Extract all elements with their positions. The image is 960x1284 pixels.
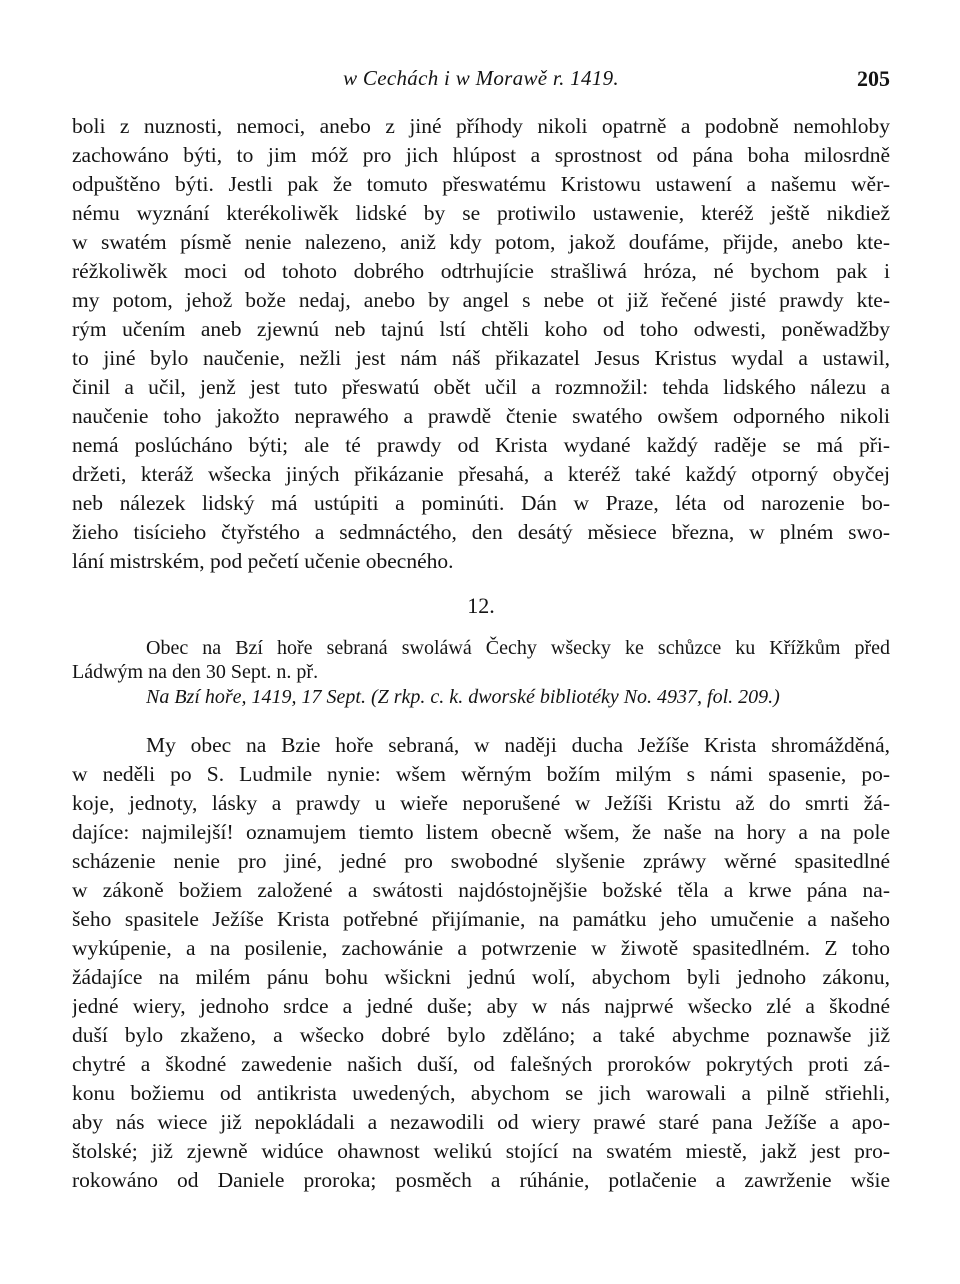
text-line: zachowáno býti, to jim móž pro jich hlúpost a sprostnost od pána boha milosrdně	[72, 143, 890, 167]
running-head	[72, 66, 890, 94]
running-title: w Cechách i w Morawě r. 1419.	[343, 66, 619, 90]
heading-line: Ládwým na den 30 Sept. n. př.	[72, 661, 319, 683]
text-line: činil a učil, jenž jest tuto přeswatú obět učil a rozmnožil: tehda lidského nálezu a	[72, 375, 890, 399]
text-line: réžkoliwěk moci od tohoto dobrého odtrhujície strašliwá hróza, né bychom pak i	[72, 259, 890, 283]
text-line: naučenie toho jakožto neprawého a prawdě čtenie swatého owšem odporného nikoli	[72, 404, 890, 428]
text-line: žieho tisícieho čtyřstého a sedmnáctého, den desátý měsiece března, w plném swo-	[72, 520, 890, 544]
text-line: boli z nuznosti, nemoci, anebo z jiné příhody nikoli opatrně a podobně nemohloby	[72, 114, 890, 138]
text-line: duší bylo zkaženo, a wšecko dobré bylo zděláno; a také abychme poznawše již	[72, 1023, 890, 1047]
text-line: scházenie nenie pro jiné, jedné pro swobodné slyšenie zpráwy wěrné spasitedlné	[72, 849, 890, 873]
text-line: štolské; již zjewně widúce ohawnost welikú stojící na swatém miestě, jakž jest pro-	[72, 1139, 890, 1163]
text-line: to jiné bylo naučenie, nežli jest nám náš přikazatel Jesus Kristus wydal a ustawil,	[72, 346, 890, 370]
source-citation: Na Bzí hoře, 1419, 17 Sept. (Z rkp. c. k. dworské bibliotéky No. 4937, fol. 209.)	[146, 686, 780, 708]
text-line: držeti, kteráž wšecka jiných přikázanie přesahá, a kteréž také každý otporný obyčej	[72, 462, 890, 486]
text-line: odpuštěno býti. Jestli pak že tomuto přeswatému Kristowu ustawení a našemu wěr-	[72, 172, 890, 196]
text-line: w swatém písmě nenie nalezeno, aniž kdy potom, jakož doufáme, přijde, anebo kte-	[72, 230, 890, 254]
text-line: wykúpenie, a na posilenie, zachowánie a potwrzenie w žiwotě spasitedlném. Z toho	[72, 936, 890, 960]
text-line: neb nálezek lidský má ustúpiti a pominúti. Dán w Praze, léta od narozenie bo-	[72, 491, 890, 515]
text-line: nemá poslúcháno býti; ale té prawdy od Krista wydané každý raděje se má při-	[72, 433, 890, 457]
section-number: 12.	[467, 593, 495, 618]
text-line: rokowáno od Daniele proroka; posměch a rúhánie, potlačenie a zawrženie wšie	[72, 1168, 890, 1192]
text-line: lání mistrském, pod pečetí učenie obecného.	[72, 549, 454, 573]
text-line: w neděli po S. Ludmile nynie: wšem wěrným božím milým s námi spasenie, po-	[72, 762, 890, 786]
text-line: w zákoně božiem založené a swátosti najdóstojnějšie božské těla a krwe pána na-	[72, 878, 890, 902]
page-number: 205	[857, 66, 890, 91]
text-line: aby nás wiece již nepokládali a nezawodili od wiery prawé staré pana Ježíše a apo-	[72, 1110, 890, 1134]
text-line: šeho spasitele Ježíše Krista potřebné přijímanie, na památku jeho umučenie a našeho	[72, 907, 890, 931]
text-line: koje, jednoty, lásky a prawdy u wieře neporušené w Ježíši Kristu až do smrti žá-	[72, 791, 890, 815]
text-line: my potom, jehož bože nedaj, anebo by angel s nebe ot již řečené jisté prawdy kte-	[72, 288, 890, 312]
text-line: žádajíce na milém pánu bohu wšickni jednú wolí, abychom byli jednoho zákonu,	[72, 965, 890, 989]
text-line: konu božiemu od antikrista uwedených, abychom se jich warowali a pilně střiehli,	[72, 1081, 890, 1105]
text-line: nému wyznání kterékoliwěk lidské by se protiwilo ustawenie, kteréž ještě nikdiež	[72, 201, 890, 225]
text-line: chytré a škodné zawedenie našich duší, od falešných proroków pokrytých proti zá-	[72, 1052, 890, 1076]
text-line: jedné wiery, jednoho srdce a jedné duše; aby w nás najprwé wšecko zlé a škodné	[72, 994, 890, 1018]
text-line: My obec na Bzie hoře sebraná, w naději ducha Ježíše Krista shromážděná,	[146, 733, 890, 757]
heading-line: Obec na Bzí hoře sebraná swoláwá Čechy wšecky ke schůzce ku Křížkům před	[146, 637, 890, 659]
text-line: dajíce: najmilejší! oznamujem tiemto listem obecně wšem, že naše na hory a na pole	[72, 820, 890, 844]
text-line: rým učením aneb zjewnú neb tajnú lstí chtěli koho od toho odwesti, poněwadžby	[72, 317, 890, 341]
